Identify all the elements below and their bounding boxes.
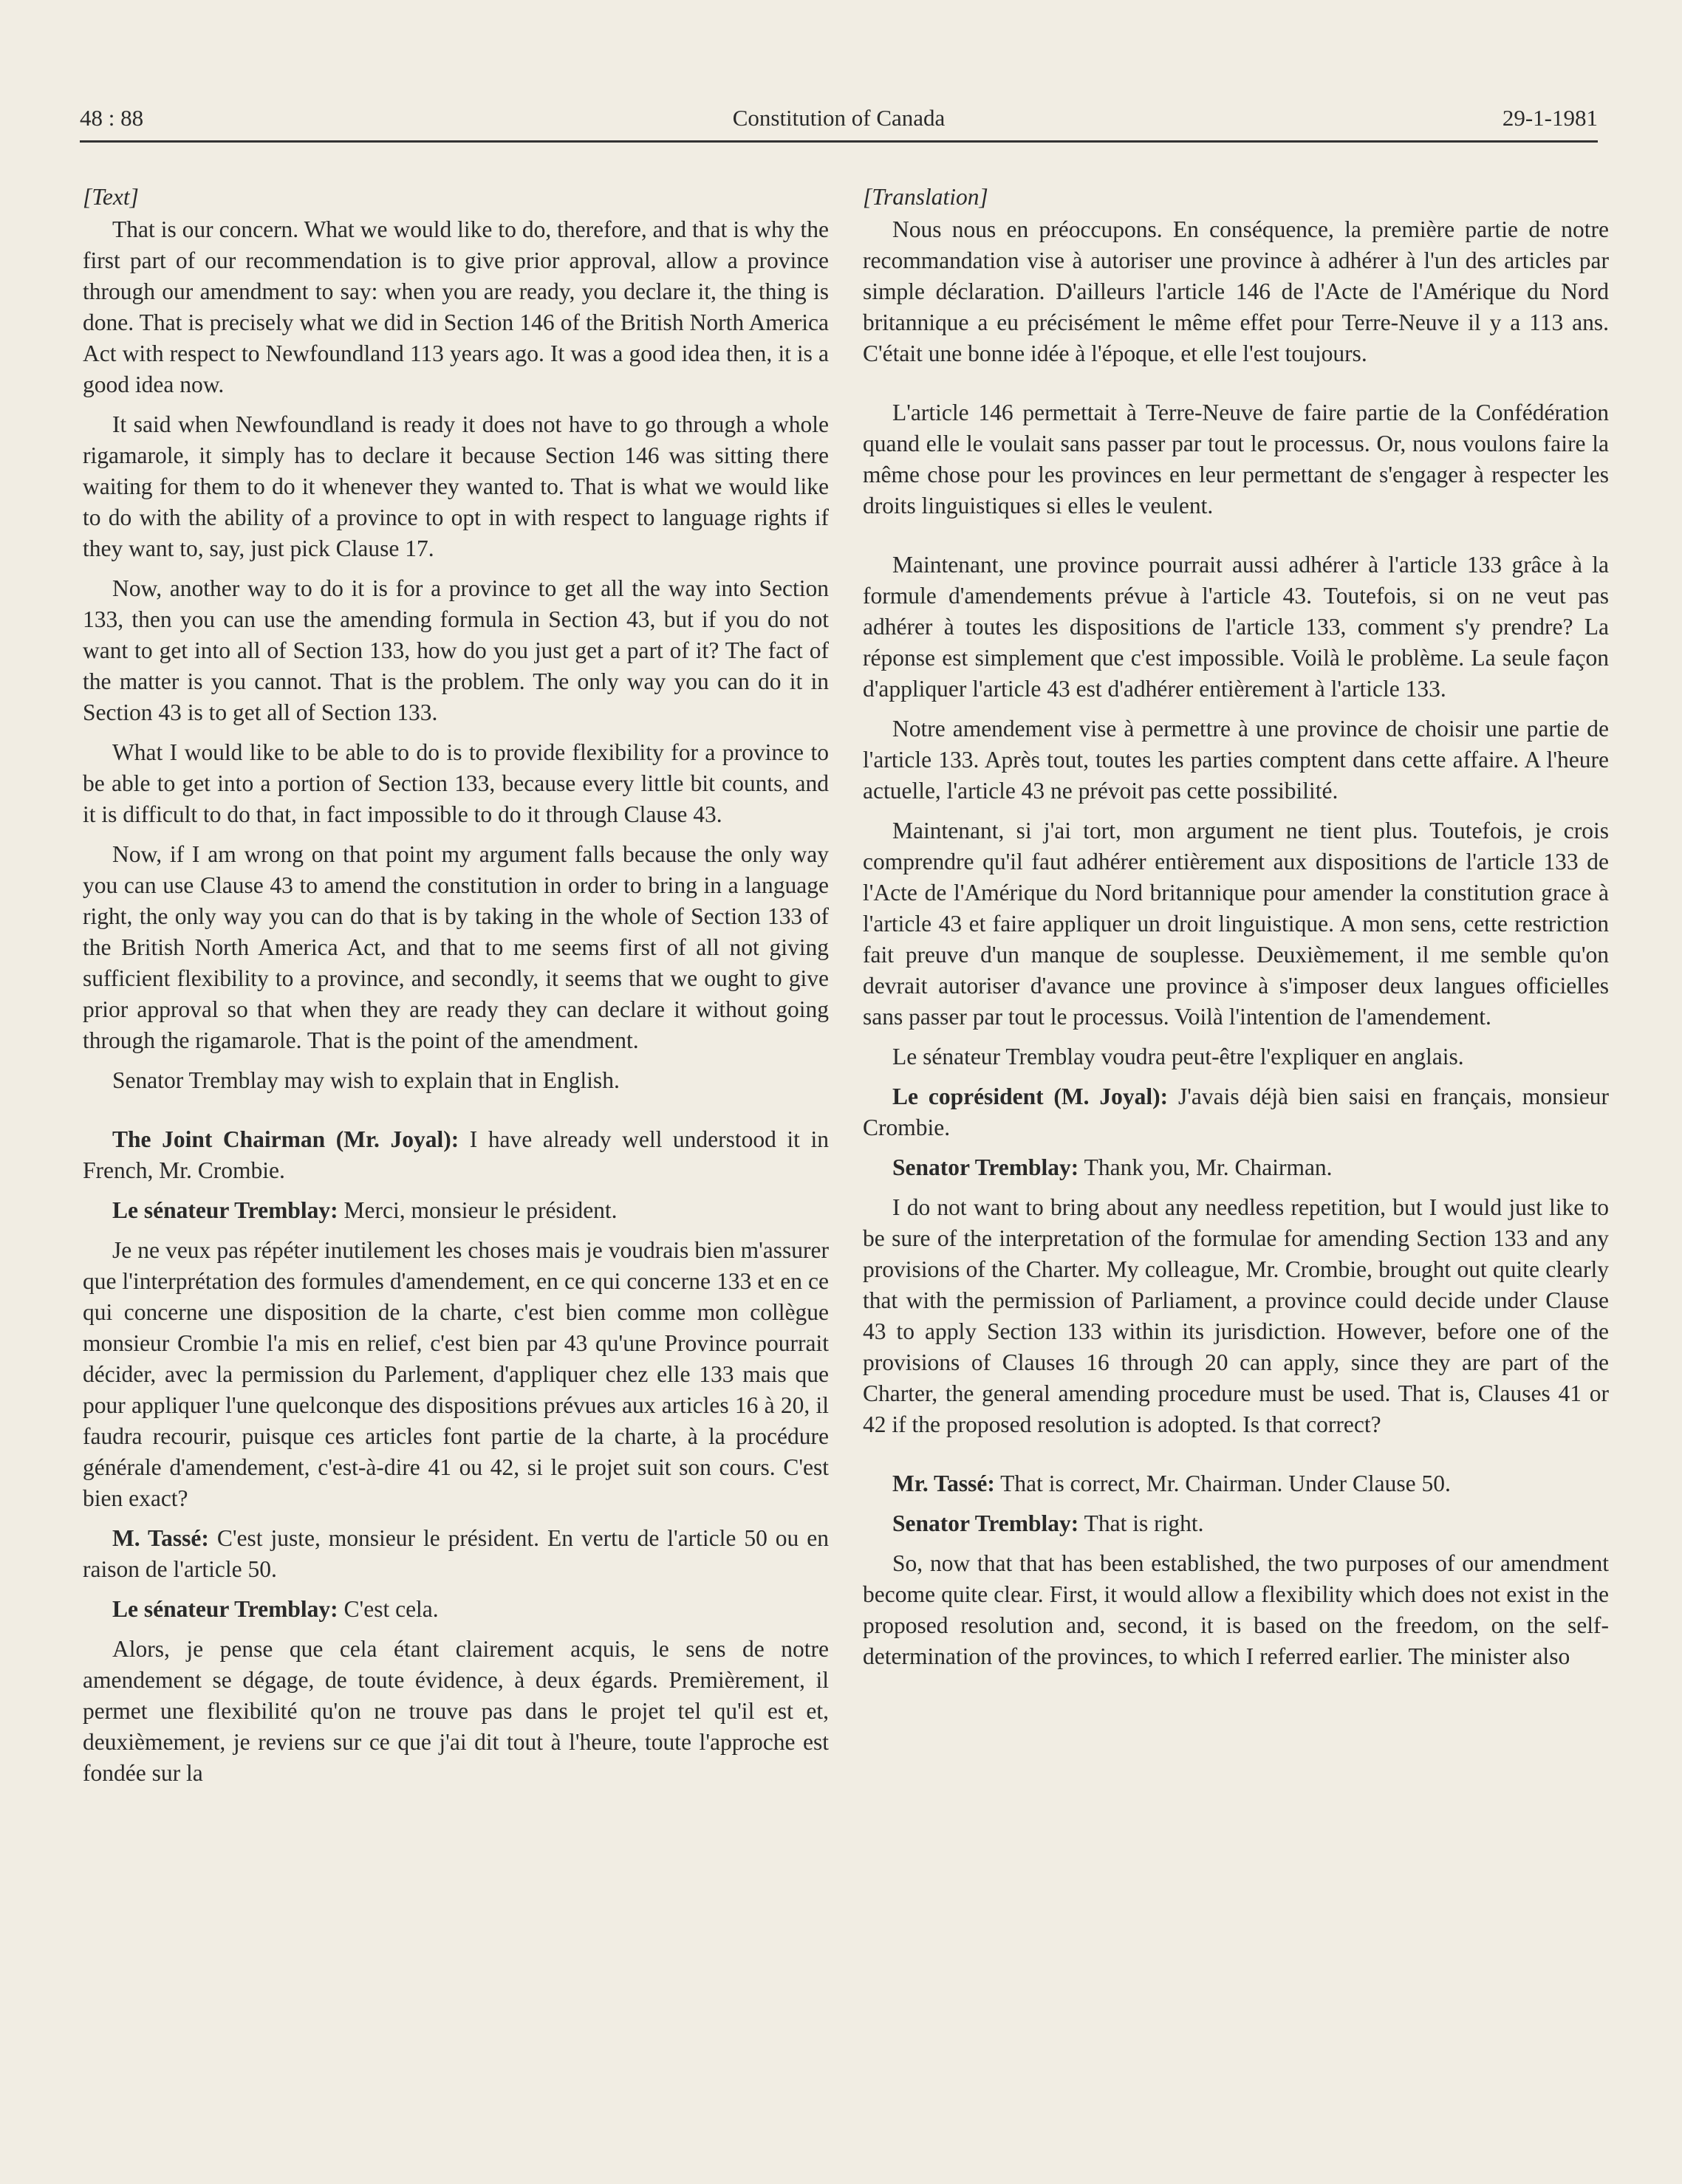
- paragraph: Maintenant, une province pourrait aussi adhérer à l'article 133 grâce à la formule d'amendements prévue à l'article 43. Toutefois, si on ne veut pas adhérer à toutes les dispositions de l'article 133, comment s'y prendre? La réponse est simplement que c'est impossible. Voilà le problème. La seule façon d'appliquer l'article 43 est d'adhérer entièrement à l'article 133.: [863, 552, 1609, 702]
- page-number: 48 : 88: [80, 105, 144, 131]
- paragraph: That is our concern. What we would like to do, therefore, and that is why the first part of our recommendation is to give prior approval, allow a province through our amendment to say: when you are ready, you declare it, the thing is done. That is precisely what we did in Section 146 of the British North America Act with respect to Newfoundland 113 years ago. It was a good idea then, it is a good idea now.: [83, 216, 829, 397]
- speech: [863, 1081, 1609, 1143]
- paragraph: Le sénateur Tremblay voudra peut-être l'expliquer en anglais.: [892, 1044, 1464, 1069]
- speaker-name: Senator Tremblay:: [892, 1154, 1079, 1180]
- speech-text: C'est juste, monsieur le président. En vertu de l'article 50 ou en raison de l'article 50.: [83, 1525, 829, 1582]
- paragraph: It said when Newfoundland is ready it does not have to go through a whole rigamarole, it simply has to declare it because Section 146 was sitting there waiting for them to do it whenever they wanted to. That is what we would like to do with the ability of a province to opt in with respect to language rights if they want to, say, just pick Clause 17.: [83, 411, 829, 561]
- speech-text: Merci, monsieur le président.: [338, 1197, 618, 1223]
- paragraph: Nous nous en préoccupons. En conséquence, la première partie de notre recommandation vise à autoriser une province à adhérer à l'un des articles par simple déclaration. D'ailleurs l'article 146 de l'Acte de l'Amérique du Nord britannique a eu précisément le même effet pour Terre-Neuve il y a 113 ans. C'était une bonne idée à l'époque, et elle l'est toujours.: [863, 216, 1609, 366]
- speech-text: C'est cela.: [338, 1596, 439, 1622]
- speech: [863, 1152, 1609, 1183]
- speech-text: J'avais déjà bien saisi en français, monsieur Crombie.: [863, 1084, 1609, 1140]
- speech: [83, 1523, 829, 1585]
- column-tag: [Translation]: [863, 184, 988, 210]
- spacer: [863, 378, 1609, 397]
- translation-column: [863, 182, 1609, 1681]
- speaker-name: Le coprésident (M. Joyal):: [892, 1084, 1169, 1109]
- speech: [863, 1468, 1609, 1499]
- paragraph: I do not want to bring about any needless repetition, but I would just like to be sure of the interpretation of the formulae for amending Section 133 and any provisions of the Charter. My colleague, Mr. Crombie, brought out quite clearly that with the permission of Parliament, a province could decide under Clause 43 to apply Section 133 within its jurisdiction. However, before one of the provisions of Clauses 16 through 20 can apply, since they are part of the Charter, the general amending procedure must be used. That is, Clauses 41 or 42 if the proposed resolution is adopted. Is that correct?: [863, 1194, 1609, 1437]
- paragraph: Now, if I am wrong on that point my argument falls because the only way you can use Clause 43 to amend the constitution in order to bring in a language right, the only way you can do that is by taking in the whole of Section 133 of the British North America Act, and that to me seems first of all not giving sufficient flexibility to a province, and secondly, it seems that we ought to give prior approval so that when they are ready they can declare it without going through the rigamarole. That is the point of the amendment.: [83, 841, 829, 1053]
- speaker-name: Le sénateur Tremblay:: [112, 1596, 338, 1622]
- spacer: [863, 530, 1609, 550]
- speaker-name: M. Tassé:: [112, 1525, 209, 1551]
- speaker-name: Senator Tremblay:: [892, 1510, 1079, 1536]
- speech-text: That is correct, Mr. Chairman. Under Clause 50.: [994, 1471, 1451, 1496]
- paragraph: Je ne veux pas répéter inutilement les choses mais je voudrais bien m'assurer que l'interprétation des formules d'amendement, en ce qui concerne 133 et en ce qui concerne une disposition de la charte, c'est bien comme mon collègue monsieur Crombie l'a mis en relief, c'est bien par 43 qu'une Province pourrait décider, avec la permission du Parlement, d'appliquer chez elle 133 mais que pour appliquer l'une quelconque des dispositions prévues aux articles 16 à 20, il faudra recourir, puisque ces articles font partie de la charte, à la procédure générale d'amendement, c'est-à-dire 41 ou 42, si le projet suit son cours. C'est bien exact?: [83, 1237, 829, 1511]
- speech-text: Thank you, Mr. Chairman.: [1078, 1154, 1333, 1180]
- paragraph: L'article 146 permettait à Terre-Neuve de faire partie de la Confédération quand elle le voulait sans passer par tout le processus. Or, nous voulons faire la même chose pour les provinces en leur permettant de s'engager à respecter les droits linguistiques si elles le veulent.: [863, 400, 1609, 518]
- speaker-name: The Joint Chairman (Mr. Joyal):: [112, 1126, 459, 1152]
- english-column: [83, 182, 829, 1798]
- paragraph: Notre amendement vise à permettre à une province de choisir une partie de l'article 133. Après tout, toutes les parties comptent dans cette affaire. A l'heure actuelle, l'article 43 ne prévoit pas cette possibilité.: [863, 716, 1609, 804]
- speaker-name: Mr. Tassé:: [892, 1471, 995, 1496]
- paragraph: So, now that that has been established, the two purposes of our amendment become quite clear. First, it would allow a flexibility which does not exist in the proposed resolution and, second, it is based on the freedom, on the self-determination of the provinces, to which I referred earlier. The minister also: [863, 1550, 1609, 1669]
- paragraph: Senator Tremblay may wish to explain that in English.: [112, 1067, 620, 1093]
- speaker-name: Le sénateur Tremblay:: [112, 1197, 338, 1223]
- speech-text: That is right.: [1078, 1510, 1204, 1536]
- paragraph: Maintenant, si j'ai tort, mon argument ne tient plus. Toutefois, je crois comprendre qu'il faut adhérer entièrement aux dispositions de l'article 133 de l'Acte de l'Amérique du Nord britannique pour amender la constitution grace à l'article 43 et faire appliquer un droit linguistique. A mon sens, cette restriction fait preuve d'un manque de souplesse. Deuxièmement, il me semble qu'on devrait autoriser d'avance une province à s'imposer deux langues officielles sans passer par tout le processus. Voilà l'intention de l'amendement.: [863, 818, 1609, 1030]
- speech: [83, 1124, 829, 1186]
- paragraph: What I would like to be able to do is to provide flexibility for a province to be able to get into a portion of Section 133, because every little bit counts, and it is difficult to do that, in fact impossible to do it through Clause 43.: [83, 739, 829, 827]
- paragraph: Now, another way to do it is for a province to get all the way into Section 133, then you can use the amending formula in Section 43, but if you do not want to get into all of Section 133, how do you just get a part of it? The fact of the matter is you cannot. That is the problem. The only way you can do it in Section 43 is to get all of Section 133.: [83, 575, 829, 725]
- speech: [83, 1195, 829, 1226]
- column-tag: [Text]: [83, 184, 139, 210]
- publication-title: Constitution of Canada: [732, 105, 946, 131]
- spacer: [83, 1105, 829, 1124]
- issue-date: 29-1-1981: [1502, 105, 1598, 131]
- spacer: [863, 1449, 1609, 1468]
- paragraph: Alors, je pense que cela étant clairement acquis, le sens de notre amendement se dégage, de toute évidence, à deux égards. Premièrement, il permet une flexibilité qu'on ne trouve pas dans le projet tel qu'il est et, deuxièmement, je reviens sur ce que j'ai dit tout à l'heure, toute l'approche est fondée sur la: [83, 1636, 829, 1786]
- speech: [83, 1594, 829, 1625]
- running-header: [80, 102, 1598, 143]
- speech-text: I have already well understood it in French, Mr. Crombie.: [83, 1126, 829, 1183]
- speech: [863, 1508, 1609, 1539]
